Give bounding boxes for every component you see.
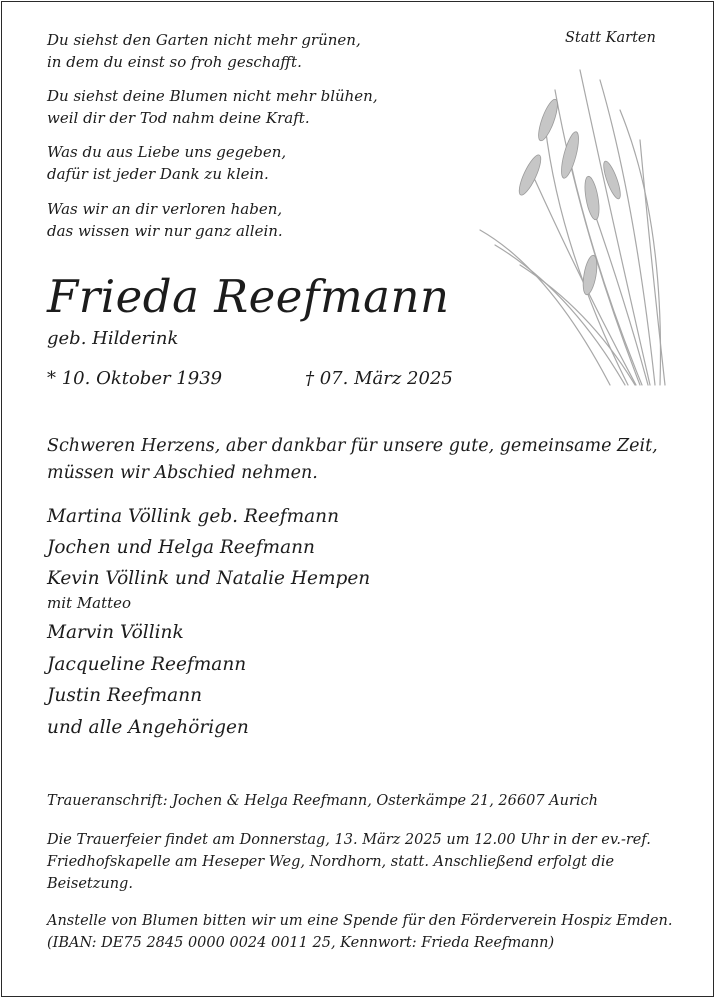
poem-line: Du siehst den Garten nicht mehr grünen,: [47, 31, 361, 49]
poem-line: Was du aus Liebe uns gegeben,: [47, 143, 287, 161]
mourner: Kevin Völlink und Natalie Hempen: [47, 568, 371, 589]
mourner: Justin Reefmann: [47, 685, 203, 706]
death-date: † 07. März 2025: [305, 368, 453, 389]
mourning-address: Traueranschrift: Jochen & Helga Reefmann, Osterkämpe 21, 26607 Aurich: [47, 793, 598, 809]
intro-line: Schweren Herzens, aber dankbar für unsere gute, gemeinsame Zeit,: [47, 436, 658, 456]
mourner: Marvin Völlink: [47, 622, 184, 643]
poem-stanza-2: [47, 85, 378, 129]
maiden-name: geb. Hilderink: [47, 328, 179, 349]
poem-line: Was wir an dir verloren haben,: [47, 200, 283, 218]
mourner: und alle Angehörigen: [47, 717, 249, 738]
birth-date: * 10. Oktober 1939: [47, 368, 223, 389]
donation-info: Anstelle von Blumen bitten wir um eine Spende für den Förderverein Hospiz Emden. (IBAN: DE75 2845 0000 0024 0011 25, Kennwort: Frieda Reefmann): [47, 913, 673, 951]
poem-stanza-1: [47, 29, 361, 73]
deceased-name: Frieda Reefmann: [47, 270, 450, 323]
mourner: Jochen und Helga Reefmann: [47, 537, 315, 558]
poem-line: Du siehst deine Blumen nicht mehr blühen,: [47, 87, 378, 105]
poem-stanza-3: [47, 141, 286, 185]
poem-line: in dem du einst so froh geschafft.: [47, 53, 302, 71]
poem-stanza-4: [47, 198, 283, 242]
mourner: Martina Völlink geb. Reefmann: [47, 506, 340, 527]
poem-line: dafür ist jeder Dank zu klein.: [47, 165, 269, 183]
intro-line: müssen wir Abschied nehmen.: [47, 463, 318, 483]
wheat-grass-icon: [460, 50, 675, 390]
ceremony-info: Die Trauerfeier findet am Donnerstag, 13. März 2025 um 12.00 Uhr in der ev.-ref. Friedhofskapelle am Heseper Weg, Nordhorn, statt. Anschließend erfolgt die Beisetzung.: [47, 832, 651, 892]
poem-line: weil dir der Tod nahm deine Kraft.: [47, 109, 310, 127]
mourner: Jacqueline Reefmann: [47, 654, 247, 675]
mourner-sub: mit Matteo: [47, 594, 132, 612]
statt-karten-label: Statt Karten: [565, 30, 656, 46]
poem-line: das wissen wir nur ganz allein.: [47, 222, 283, 240]
